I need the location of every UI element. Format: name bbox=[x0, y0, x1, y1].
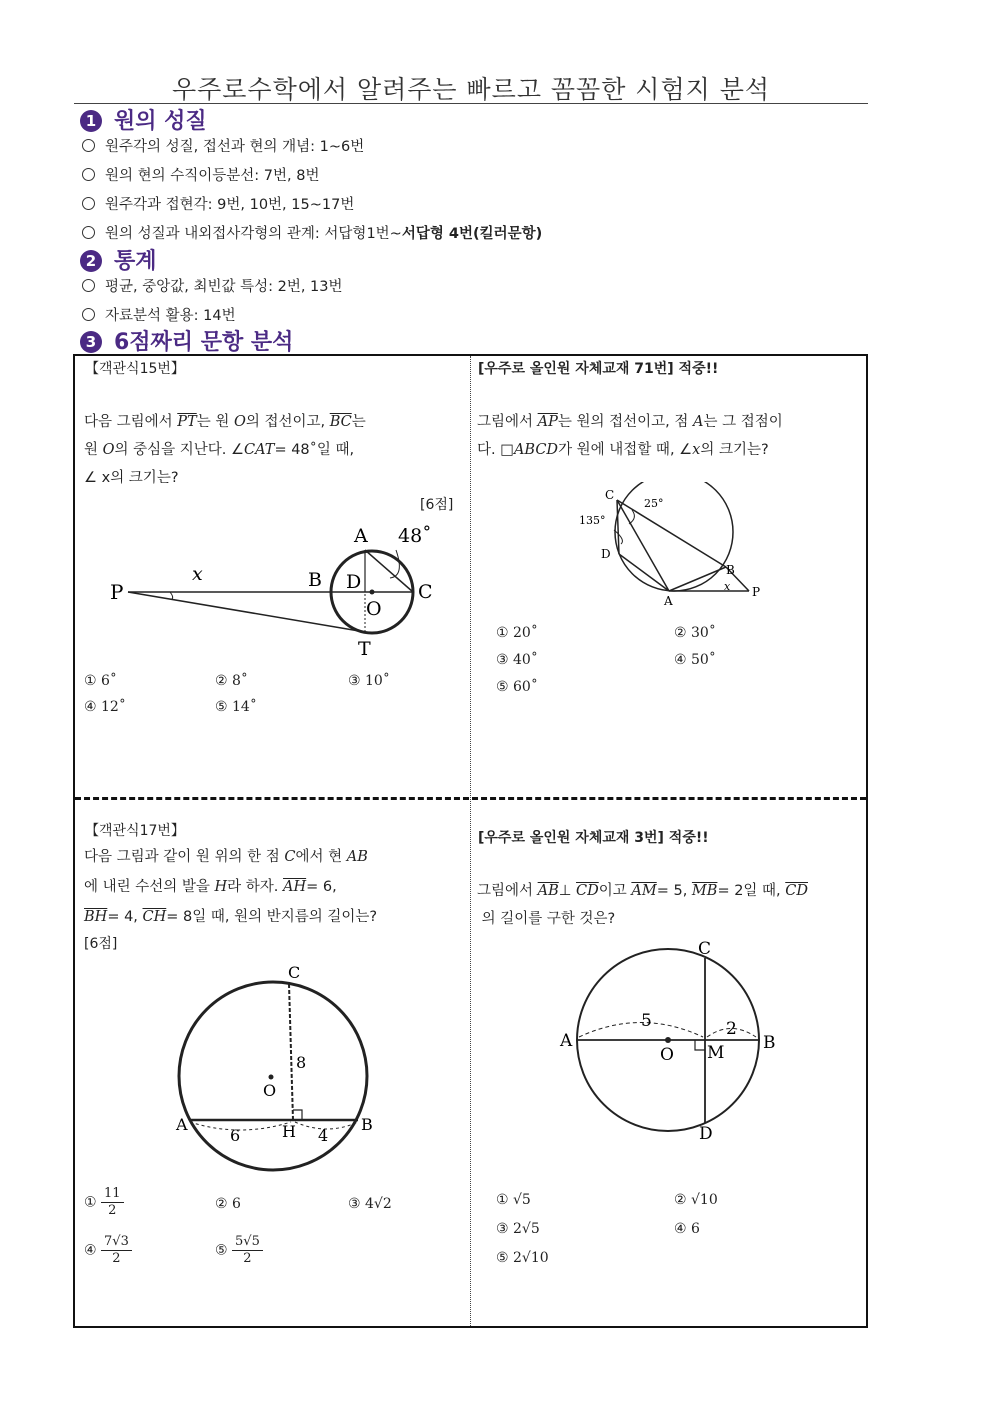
section-title: 원의 성질 bbox=[114, 109, 207, 134]
q2-figure bbox=[574, 482, 774, 612]
vertical-divider bbox=[470, 356, 471, 1326]
q2-line-da bbox=[619, 554, 669, 591]
bullet-text: 자료분석 활용: 14번 bbox=[105, 308, 236, 324]
bullet-text: 원주각의 성질, 접선과 현의 개념: 1~6번 bbox=[105, 139, 365, 155]
q1-points: [6점] bbox=[420, 497, 454, 513]
q1-label-d: D bbox=[346, 571, 362, 593]
q3-option: ④ $\frac{7√3}{2}$ bbox=[84, 1234, 132, 1267]
q1-figure bbox=[100, 518, 450, 663]
q1-label-a: A bbox=[354, 525, 368, 547]
q4-figure bbox=[555, 938, 785, 1148]
q1-option: ③ 10˚ bbox=[348, 673, 390, 689]
bullet-item bbox=[82, 193, 354, 214]
q3-line-ch bbox=[289, 984, 293, 1120]
q2-circle bbox=[615, 482, 733, 591]
q3-label-8: 8 bbox=[296, 1053, 307, 1072]
q1-line-pt bbox=[128, 592, 365, 632]
q2-line-cb bbox=[617, 500, 726, 567]
section-1-heading bbox=[80, 104, 207, 135]
q2-label-b: B bbox=[726, 563, 735, 577]
circle-bullet-icon bbox=[82, 226, 95, 239]
circle-bullet-icon bbox=[82, 308, 95, 321]
q3-center-dot bbox=[269, 1075, 274, 1080]
q3-dash-ah bbox=[190, 1122, 291, 1130]
q2-label-x: x bbox=[724, 580, 731, 593]
q1-header: 【객관식15번】 bbox=[85, 361, 185, 377]
q2-option: ④ 50˚ bbox=[674, 652, 716, 668]
q3-label-c: C bbox=[288, 963, 301, 982]
circle-bullet-icon bbox=[82, 168, 95, 181]
q1-label-x: x bbox=[192, 563, 203, 585]
q1-label-p: P bbox=[110, 580, 124, 604]
circle-bullet-icon bbox=[82, 279, 95, 292]
circle-bullet-icon bbox=[82, 197, 95, 210]
q2-option: ⑤ 60˚ bbox=[496, 679, 538, 695]
bullet-text: 평균, 중앙값, 최빈값 특성: 2번, 13번 bbox=[105, 279, 343, 295]
bullet-text: 원의 성질과 내외접사각형의 관계: 서답형1번~ bbox=[105, 226, 402, 242]
q2-label-d: D bbox=[601, 547, 611, 561]
q3-label-a: A bbox=[176, 1115, 188, 1134]
q2-header: [우주로 올인원 자체교재 71번] 적중!! bbox=[478, 361, 719, 377]
q1-label-angle: 48˚ bbox=[398, 525, 432, 547]
section-title: 6점짜리 문항 분석 bbox=[114, 330, 294, 355]
q4-label-m: M bbox=[707, 1043, 725, 1063]
q4-option: ① √5 bbox=[496, 1192, 531, 1208]
q2-label-c: C bbox=[605, 488, 615, 502]
q2-label-25: 25° bbox=[644, 497, 664, 510]
section-3-heading bbox=[80, 325, 293, 356]
q4-label-o: O bbox=[660, 1045, 674, 1065]
section-number: 2 bbox=[80, 250, 102, 272]
q1-label-t: T bbox=[358, 638, 371, 660]
q4-label-a: A bbox=[560, 1031, 573, 1051]
q4-option: ④ 6 bbox=[674, 1221, 700, 1237]
q4-label-b: B bbox=[763, 1033, 776, 1053]
q4-right-angle bbox=[695, 1040, 705, 1050]
q4-text: 그림에서 $\overline{AB}\perp$ $\overline{CD}$이고 $\overline{AM}= 5$, $\overline{MB}= 2$일 때, $\overline{CD}$ 의 길이를 구한 것은? bbox=[477, 883, 808, 927]
q2-option: ① 20˚ bbox=[496, 625, 538, 641]
q1-option: ⑤ 14˚ bbox=[215, 699, 257, 715]
bullet-item bbox=[82, 275, 343, 296]
q3-label-o: O bbox=[263, 1081, 277, 1100]
section-number: 3 bbox=[80, 331, 102, 353]
q4-label-c: C bbox=[698, 939, 712, 959]
q2-label-p: P bbox=[752, 585, 761, 599]
circle-bullet-icon bbox=[82, 139, 95, 152]
section-2-heading bbox=[80, 244, 157, 275]
q3-points: [6점] bbox=[84, 936, 118, 952]
q3-figure bbox=[172, 958, 382, 1178]
page-title: 우주로수학에서 알려주는 빠르고 꼼꼼한 시험지 분석 bbox=[171, 75, 771, 104]
q4-center-dot bbox=[665, 1037, 671, 1043]
q3-header: 【객관식17번】 bbox=[85, 823, 185, 839]
q3-label-h: H bbox=[282, 1122, 296, 1141]
q4-option: ⑤ 2√10 bbox=[496, 1250, 549, 1266]
q2-line-ab bbox=[669, 567, 726, 591]
q1-text: 다음 그림에서 $\overline{PT}$는 원 O의 접선이고, $\overline{BC}$는 원 O의 중심을 지난다. ∠CAT= 48˚일 때, ∠ x의 크기는? bbox=[84, 414, 366, 486]
section-title: 통계 bbox=[114, 249, 157, 274]
q2-option: ② 30˚ bbox=[674, 625, 716, 641]
q1-angle-x bbox=[170, 592, 173, 599]
q3-text: 다음 그림과 같이 원 위의 한 점 C에서 현 AB 에 내린 수선의 발을 H라 하자. $\overline{AH}= 6$, $\overline{BH}= 4$, $\overline{CH}= 8$일 때, 원의 반지름의 길이는? bbox=[84, 849, 378, 925]
q1-label-o: O bbox=[366, 598, 382, 620]
q1-option: ④ 12˚ bbox=[84, 699, 126, 715]
q4-label-d: D bbox=[699, 1124, 713, 1144]
q4-label-2: 2 bbox=[726, 1019, 737, 1039]
bullet-item bbox=[82, 222, 542, 243]
q4-label-5: 5 bbox=[641, 1011, 652, 1031]
q3-right-angle bbox=[293, 1110, 302, 1120]
q2-label-135: 135° bbox=[579, 514, 606, 527]
q3-label-6: 6 bbox=[230, 1126, 241, 1145]
q1-label-c: C bbox=[418, 581, 433, 603]
q3-option: ② 6 bbox=[215, 1196, 241, 1212]
q3-label-4: 4 bbox=[318, 1126, 329, 1145]
q3-option: ③ 4√2 bbox=[348, 1196, 392, 1212]
q3-option: ① $\frac{11}{2}$ bbox=[84, 1186, 124, 1219]
horizontal-divider bbox=[75, 797, 866, 800]
q4-header: [우주로 올인원 자체교재 3번] 적중!! bbox=[478, 830, 709, 846]
bullet-item bbox=[82, 135, 364, 156]
q2-option: ③ 40˚ bbox=[496, 652, 538, 668]
q4-option: ③ 2√5 bbox=[496, 1221, 540, 1237]
q1-option: ② 8˚ bbox=[215, 673, 248, 689]
q3-option: ⑤ $\frac{5√5}{2}$ bbox=[215, 1234, 263, 1267]
q1-center-dot bbox=[370, 590, 375, 595]
bullet-text: 원주각과 접현각: 9번, 10번, 15~17번 bbox=[105, 197, 355, 213]
bullet-item bbox=[82, 164, 319, 185]
bullet-emphasis: 서답형 4번(킬러문항) bbox=[401, 226, 543, 242]
q4-option: ② √10 bbox=[674, 1192, 718, 1208]
q3-label-b: B bbox=[361, 1115, 373, 1134]
bullet-text: 원의 현의 수직이등분선: 7번, 8번 bbox=[105, 168, 320, 184]
q2-label-a: A bbox=[664, 594, 673, 608]
bullet-item bbox=[82, 304, 236, 325]
q1-option: ① 6˚ bbox=[84, 673, 117, 689]
section-number: 1 bbox=[80, 110, 102, 132]
q2-line-ca bbox=[617, 500, 669, 591]
q1-label-b: B bbox=[308, 569, 322, 591]
q2-text: 그림에서 $\overline{AP}$는 원의 접선이고, 점 A는 그 접점이 다. □ABCD가 원에 내접할 때, ∠x의 크기는? bbox=[477, 414, 783, 458]
